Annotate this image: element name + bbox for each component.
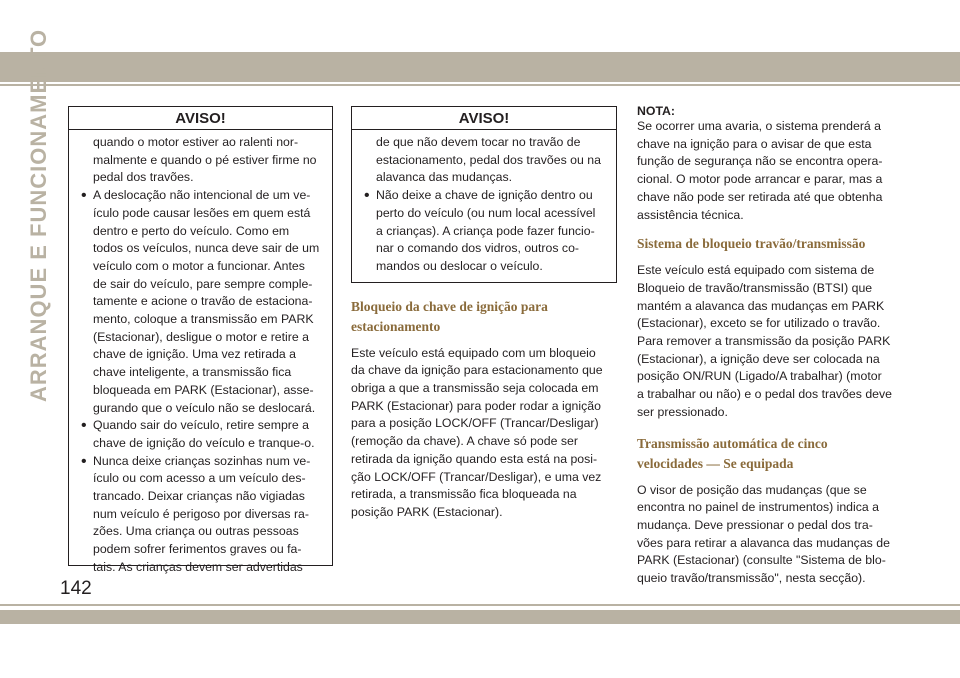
text-line: ículo ou com acesso a um veículo des- xyxy=(93,471,306,486)
text-line: • Não deixe a chave de ignição dentro ou xyxy=(376,188,593,203)
text-line: chave não pode ser retirada até que obtenha xyxy=(637,189,883,204)
top-rule xyxy=(0,84,960,86)
text-line: chave inteligente, a transmissão fica xyxy=(93,365,292,380)
text-line: obriga a que a transmissão seja colocada em xyxy=(351,381,599,396)
text-line: ção LOCK/OFF (Trancar/Desligar), e uma vez xyxy=(351,469,602,484)
note-label: NOTA: xyxy=(637,104,676,118)
text-line: (Estacionar), exceto se for utilizado o travão. xyxy=(637,316,881,331)
warning-intro xyxy=(79,134,322,187)
text-line: O visor de posição das mudanças (que se xyxy=(637,482,867,497)
section-heading xyxy=(637,434,907,474)
text-line: cional. O motor pode arrancar e parar, mas a xyxy=(637,172,883,187)
text-line: chave na ignição para o avisar de que esta xyxy=(637,136,872,151)
column-1 xyxy=(68,106,333,574)
text-line: PARK (Estacionar) para poder rodar a ignição xyxy=(351,398,601,413)
text-line: mudança. Deve pressionar o pedal dos tra- xyxy=(637,517,873,532)
text-line: Para remover a transmissão da posição PARK xyxy=(637,334,891,349)
text-line: retirada, a transmissão fica bloqueada na xyxy=(351,487,577,502)
text-line: podem sofrer ferimentos graves ou fa- xyxy=(93,542,302,557)
heading-line: velocidades — Se equipada xyxy=(637,455,794,471)
text-line: função de segurança não se encontra opera- xyxy=(637,154,883,169)
note-text xyxy=(637,118,907,224)
text-line: trancado. Deixar crianças não vigiadas xyxy=(93,489,305,504)
text-line: veículo com o motor a funcionar. Antes xyxy=(93,258,305,273)
paragraph xyxy=(637,482,907,588)
text-line: posição ON/RUN (Ligado/A trabalhar) (motor xyxy=(637,369,882,384)
column-2 xyxy=(351,106,617,522)
column-3 xyxy=(637,104,907,588)
text-line: malmente e quando o pé estiver firme no xyxy=(93,152,317,167)
text-line: zões. Uma criança ou outras pessoas xyxy=(93,524,299,539)
heading-line: estacionamento xyxy=(351,318,441,334)
text-line: Se ocorrer uma avaria, o sistema prenderá a xyxy=(637,119,882,133)
text-line: gurando que o veículo não se deslocará. xyxy=(93,400,316,415)
text-line: todos os veículos, nunca deve sair de um xyxy=(93,241,320,256)
text-line: mantém a alavanca das mudanças em PARK xyxy=(637,298,885,313)
text-line: chave de ignição do veículo e tranque-o. xyxy=(93,435,315,450)
chapter-sidebar xyxy=(26,28,52,402)
bottom-band xyxy=(0,610,960,624)
text-line: (Estacionar), a ignição deve ser colocada na xyxy=(637,351,880,366)
heading-line: Transmissão automática de cinco xyxy=(637,435,828,451)
text-line: Bloqueio de travão/transmissão (BTSI) que xyxy=(637,280,873,295)
text-line: • Nunca deixe crianças sozinhas num ve- xyxy=(93,453,311,468)
bullet-item xyxy=(79,453,322,577)
text-line: nar o comando dos vidros, outros co- xyxy=(376,241,580,256)
bullet-item xyxy=(79,417,322,452)
warning-box-2 xyxy=(351,106,617,283)
text-line: para a posição LOCK/OFF (Trancar/Desligar) xyxy=(351,416,599,431)
paragraph xyxy=(637,262,907,421)
text-line: dentro e perto do veículo. Como em xyxy=(93,223,290,238)
text-line: Este veículo está equipado com sistema de xyxy=(637,263,875,278)
text-line: de sair do veículo, pare sempre comple- xyxy=(93,276,313,291)
text-line: a crianças). A criança pode fazer funcio- xyxy=(376,223,595,238)
text-line: encontra no painel de instrumentos) indica a xyxy=(637,500,879,515)
text-line: queio travão/transmissão", nesta secção). xyxy=(637,571,866,586)
text-line: mento, coloque a transmissão em PARK xyxy=(93,312,314,327)
text-line: de que não devem tocar no travão de xyxy=(376,135,581,149)
chapter-title: ARRANQUE E FUNCIONAMENTO xyxy=(26,28,51,402)
text-line: num veículo é perigoso por diversas ra- xyxy=(93,506,309,521)
text-line: ser pressionado. xyxy=(637,404,728,419)
text-line: quando o motor estiver ao ralenti nor- xyxy=(93,135,299,149)
text-line: (remoção da chave). A chave só pode ser xyxy=(351,434,578,449)
text-line: a trabalhar ou não) e o pedal dos travões deve xyxy=(637,387,892,402)
warning-heading: AVISO! xyxy=(352,107,616,130)
bottom-rule xyxy=(0,604,960,606)
warning-heading: AVISO! xyxy=(69,107,332,130)
warning-intro xyxy=(362,134,606,187)
text-line: estacionamento, pedal dos travões ou na xyxy=(376,152,601,167)
text-line: ículo pode causar lesões em quem está xyxy=(93,205,311,220)
section-heading xyxy=(351,297,617,337)
text-line: chave de ignição. Uma vez retirada a xyxy=(93,347,297,362)
text-line: • Quando sair do veículo, retire sempre a xyxy=(93,418,309,433)
section-heading: Sistema de bloqueio travão/transmissão xyxy=(637,236,866,252)
text-line: posição PARK (Estacionar). xyxy=(351,504,503,519)
text-line: mandos ou deslocar o veículo. xyxy=(376,258,543,273)
page-number: 142 xyxy=(60,578,92,599)
text-line: tamente e acione o travão de estaciona- xyxy=(93,294,313,309)
text-line: alavanca das mudanças. xyxy=(376,170,513,185)
text-line: perto do veículo (ou num local acessível xyxy=(376,205,596,220)
bullet-item xyxy=(79,187,322,417)
warning-box-1 xyxy=(68,106,333,574)
text-line: PARK (Estacionar) (consulte "Sistema de blo- xyxy=(637,553,886,568)
text-line: assistência técnica. xyxy=(637,207,744,222)
text-line: vões para retirar a alavanca das mudanças de xyxy=(637,535,890,550)
text-line: pedal dos travões. xyxy=(93,170,194,185)
heading-line: Bloqueio da chave de ignição para xyxy=(351,298,548,314)
text-line: tais. As crianças devem ser advertidas xyxy=(93,559,303,574)
text-line: bloqueada em PARK (Estacionar), asse- xyxy=(93,382,314,397)
text-line: da chave da ignição para estacionamento que xyxy=(351,363,603,378)
paragraph xyxy=(351,345,617,522)
text-line: (Estacionar), desligue o motor e retire a xyxy=(93,329,309,344)
bullet-item xyxy=(362,187,606,276)
text-line: Este veículo está equipado com um bloqueio xyxy=(351,345,596,360)
text-line: retirada da ignição quando esta está na posi- xyxy=(351,451,598,466)
text-line: • A deslocação não intencional de um ve- xyxy=(93,188,311,203)
top-band xyxy=(0,52,960,82)
